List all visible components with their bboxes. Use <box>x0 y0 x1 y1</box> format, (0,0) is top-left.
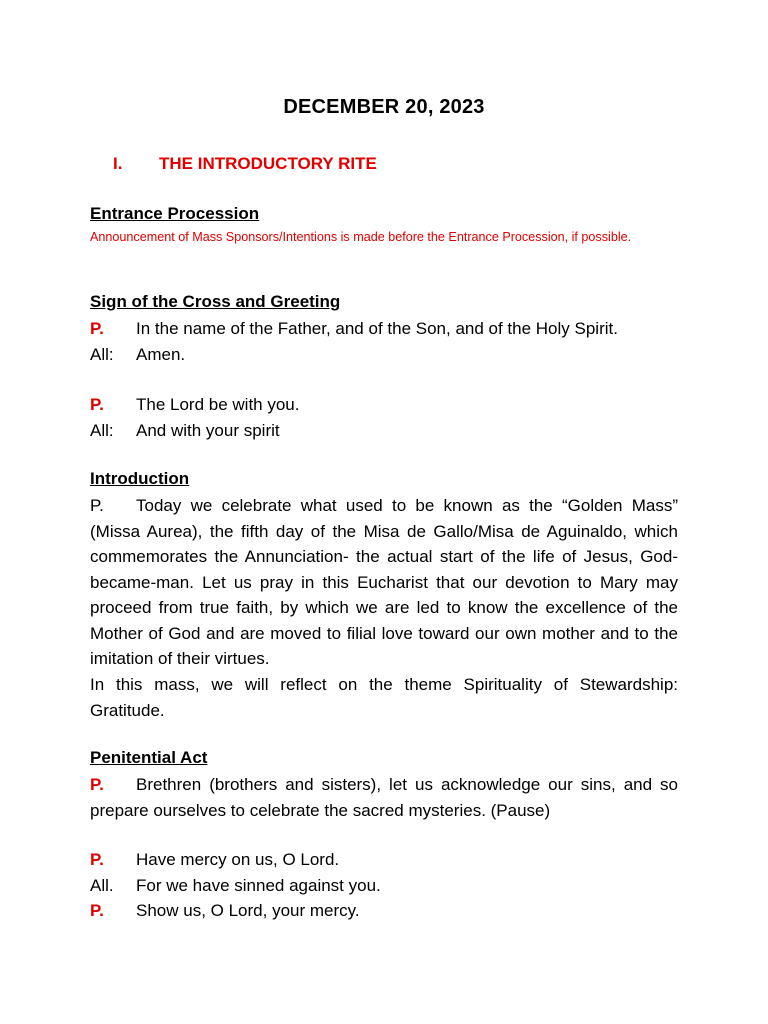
introduction-heading: Introduction <box>90 469 190 488</box>
speaker-label: All: <box>90 345 114 364</box>
speaker-label: All: <box>90 421 114 440</box>
document-title: DECEMBER 20, 2023 <box>283 96 485 118</box>
dialogue-text: The Lord be with you. <box>136 395 300 414</box>
section-number: I. <box>113 154 123 173</box>
dialogue-line <box>90 392 680 418</box>
speaker-label: P. <box>90 395 104 414</box>
theme-paragraph: In this mass, we will reflect on the theme Spirituality of Stewardship: Gratitude. <box>90 675 678 720</box>
dialogue-text: In the name of the Father, and of the Son, and of the Holy Spirit. <box>136 319 618 338</box>
introduction-paragraph <box>90 493 678 672</box>
penitential-heading: Penitential Act <box>90 748 208 767</box>
penitential-intro <box>90 772 678 823</box>
speaker-label: P. <box>90 901 104 920</box>
speaker-label: P. <box>90 775 104 794</box>
dialogue-line <box>90 418 680 444</box>
sign-of-cross-heading: Sign of the Cross and Greeting <box>90 292 341 311</box>
dialogue-line <box>90 847 680 873</box>
introduction-text: Today we celebrate what used to be known as the “Golden Mass” (Missa Aurea), the fifth day of the Misa de Gallo/Misa de Aguinaldo, which commemorates the Annunciation- the actual start of the life of Jesus, God-became-man. Let us pray in this Eucharist that our devotion to Mary may proceed from true faith, by which we are led to know the excellence of the Mother of God and are moved to filial love toward our own mother and to the imitation of their virtues. <box>90 496 678 668</box>
dialogue-text: For we have sinned against you. <box>136 876 381 895</box>
penitential-intro-text: Brethren (brothers and sisters), let us acknowledge our sins, and so prepare ourselves to celebrate the sacred mysteries. (Pause) <box>90 775 678 820</box>
entrance-heading: Entrance Procession <box>90 204 260 223</box>
dialogue-text: And with your spirit <box>136 421 280 440</box>
speaker-label: P. <box>90 496 104 515</box>
speaker-label: P. <box>90 319 104 338</box>
dialogue-text: Amen. <box>136 345 186 364</box>
dialogue-text: Have mercy on us, O Lord. <box>136 850 340 869</box>
dialogue-line <box>90 316 680 342</box>
speaker-label: P. <box>90 850 104 869</box>
dialogue-line <box>90 873 680 899</box>
section-heading <box>113 154 377 174</box>
entrance-note: Announcement of Mass Sponsors/Intentions is made before the Entrance Procession, if possible. <box>90 230 632 244</box>
dialogue-text: Show us, O Lord, your mercy. <box>136 901 360 920</box>
dialogue-line <box>90 342 680 368</box>
dialogue-line <box>90 898 680 924</box>
section-label: THE INTRODUCTORY RITE <box>159 154 377 173</box>
speaker-label: All. <box>90 876 114 895</box>
